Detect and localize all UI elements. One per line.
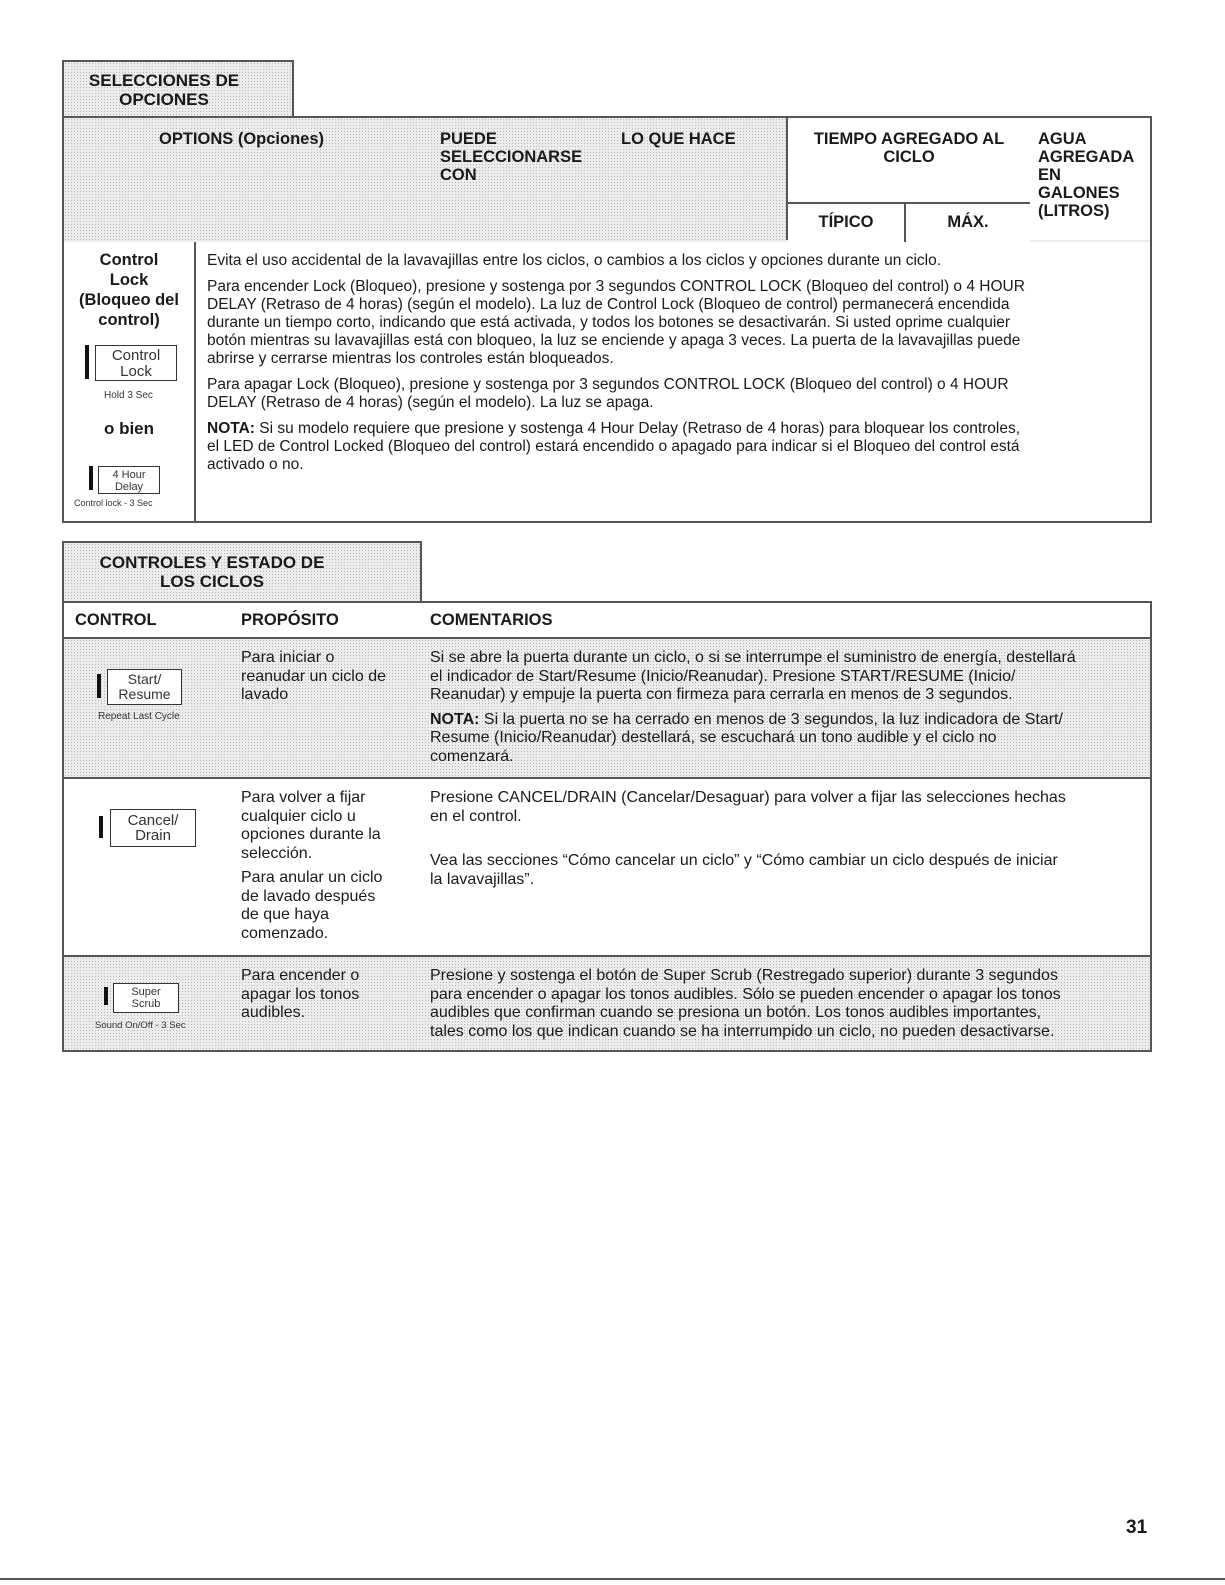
text-line: cualquier ciclo u [241,807,356,825]
button-label: Resume [118,686,171,702]
text-line: Para encender Lock (Bloqueo), presione y sostenga por 3 segundos CONTROL LOCK (Bloqueo del control) o 4 HOUR [207,278,1025,295]
start-resume-button [107,669,182,705]
button-label: Scrub [131,998,161,1010]
header-line: CON [440,166,477,184]
control-lock-caption: Control lock - 3 Sec [74,498,153,508]
text-line: DELAY (Retraso de 4 horas) (según el modelo). La luz de Control Lock (Bloqueo de control) permanecerá encendida [207,296,1010,313]
control-lock-cell [64,242,196,521]
comment-text [430,649,1142,772]
indicator-bar [97,674,101,698]
text-line: botón mientras su lavavajillas está con bloqueo, la luz se enciende y apaga 3 veces. La puerta de la lavavajillas puede [207,332,1021,349]
button-label: Control [111,347,161,364]
text-line: comenzará. [430,747,514,765]
page-bottom-rule [0,1578,1225,1580]
header-proposito: PROPÓSITO [241,611,339,629]
indicator-bar [104,987,108,1005]
header-line: EN [1038,166,1061,184]
header-agua [1030,118,1150,240]
header-tiempo [786,118,1032,240]
text-line: lavado [241,686,289,703]
control-lock-button [95,345,177,381]
text-line: el LED de Control Locked (Bloqueo del control) estará encendido o apagado para indicar si el Bloqueo del control está [207,438,1020,455]
header-line: SELECCIONARSE [440,148,583,166]
header-line: AGREGADA [1038,148,1135,166]
header-control: CONTROL [75,611,157,629]
text-line: Resume (Inicio/Reanudar) destellará, se escuchará un tono audible y el ciclo no [430,729,997,746]
control-lock-description [207,252,1142,482]
header-line: AGUA [1038,130,1087,148]
purpose-text [241,649,386,711]
text-line: el indicador de Start/Resume (Inicio/Reanudar). Presione START/RESUME (Inicio/ [430,667,1016,685]
header-comentarios: COMENTARIOS [430,611,553,629]
button-label: Start/ [127,671,162,687]
text-line: en el control. [430,807,522,825]
name-line: Control [99,251,159,269]
nota-paragraph [207,420,1142,474]
button-label: Super [131,986,161,998]
text-line: Para anular un ciclo [241,869,383,886]
button-label: Lock [120,363,152,380]
options-table [62,116,1152,523]
text-line: de lavado después [241,887,376,905]
paragraph [207,278,1142,368]
text-line: Para encender o [241,967,360,984]
indicator-bar [85,345,89,379]
paragraph [207,376,1142,412]
text-line: Para apagar Lock (Bloqueo), presione y sostenga por 3 segundos CONTROL LOCK (Bloqueo del control) o 4 HOUR [207,376,1009,393]
text-line: Reanudar) y empuje la puerta con firmeza para cerrarla en menos de 3 segundos. [430,686,1013,703]
section-title-line: LOS CICLOS [160,572,264,591]
text-line: apagar los tonos [241,985,360,1003]
header-lo-que-hace: LO QUE HACE [621,130,736,148]
text-line: Si su modelo requiere que presione y sostenga 4 Hour Delay (Retraso de 4 horas) para bloquear los controles, [254,420,1021,437]
text-line: abrirse y cerrarse mientras los controles están bloqueados. [207,350,614,367]
table-row [64,957,1150,1050]
nota-label: NOTA: [207,420,255,437]
page-number: 31 [1126,1517,1148,1538]
text-line: Evita el uso accidental de la lavavajillas entre los ciclos, o cambios a los ciclos y opciones durante un ciclo. [207,252,942,269]
text-line: durante un tiempo corto, indicando que está activada, y todos los botones se desactivarán. Si usted oprime cualquier [207,314,1011,331]
text-line: Vea las secciones “Cómo cancelar un ciclo” y “Cómo cambiar un ciclo después de iniciar [430,852,1058,869]
text-line: Presione CANCEL/DRAIN (Cancelar/Desaguar) para volver a fijar las selecciones hechas [430,789,1066,806]
text-line: de que haya [241,906,330,923]
4-hour-delay-button [98,466,160,494]
comment-text [430,967,1142,1047]
header-max: MÁX. [947,213,989,231]
table-row [64,779,1150,957]
text-line: la lavavajillas”. [430,870,535,888]
button-label: 4 Hour [112,469,146,481]
controls-table [62,601,1152,1052]
nota-label: NOTA: [430,710,480,728]
header-line: TIEMPO AGREGADO AL [813,130,1005,148]
indicator-bar [89,466,93,490]
text-line: activado o no. [207,456,304,473]
text-line: reanudar un ciclo de [241,667,386,685]
purpose-text [241,789,382,949]
text-line: selección. [241,844,313,862]
button-label: Delay [114,481,144,493]
header-line: PUEDE [440,130,497,148]
section-tab-controles [62,541,422,605]
text-line: para encender o apagar los tonos audibles. Sólo se pueden encender o apagar los tonos [430,985,1061,1003]
options-table-header [64,118,1150,244]
purpose-text [241,967,359,1029]
name-line: control) [98,311,160,329]
button-label: Cancel/ [127,812,179,829]
header-puede [440,130,610,184]
section-title-line: OPCIONES [119,90,209,109]
button-label: Drain [135,827,171,844]
hold-caption: Hold 3 Sec [104,390,153,401]
section-tab-selecciones [62,60,294,118]
name-line: (Bloqueo del [79,291,179,309]
section-title-line: CONTROLES Y ESTADO DE [99,553,325,572]
text-line: Si la puerta no se ha cerrado en menos de 3 segundos, la luz indicadora de Start/ [479,710,1063,728]
sound-on-off-caption: Sound On/Off - 3 Sec [95,1020,186,1031]
text-line: tales como los que indican cuando se ha interrumpido un ciclo, no pueden desactivarse. [430,1022,1055,1040]
text-line: Presione y sostenga el botón de Super Scrub (Restregado superior) durante 3 segundos [430,967,1058,984]
header-line: GALONES [1038,184,1120,202]
cancel-drain-button [110,809,196,847]
header-tipico: TÍPICO [788,204,906,242]
control-lock-name [64,250,194,330]
super-scrub-button [113,983,179,1013]
controls-table-header [64,603,1150,639]
comment-text [430,789,1142,895]
text-line: audibles. [241,1004,306,1021]
header-line: CICLO [883,148,935,166]
o-bien-label: o bien [103,419,155,438]
text-line: audibles que confirman cuando se presiona un botón. Los tonos audibles importantes, [430,1004,1042,1021]
text-line: opciones durante la [241,826,381,843]
header-line: (LITROS) [1038,202,1110,220]
section-title-line: SELECCIONES DE [88,71,240,90]
text-line: Para iniciar o [241,649,335,666]
indicator-bar [99,816,103,838]
text-line: DELAY (Retraso de 4 horas) (según el modelo). La luz se apaga. [207,394,654,411]
header-options: OPTIONS (Opciones) [159,130,325,148]
repeat-last-cycle-caption: Repeat Last Cycle [98,711,180,722]
text-line: comenzado. [241,924,329,942]
control-lock-row [64,242,1150,521]
name-line: Lock [109,271,149,289]
text-line: Si se abre la puerta durante un ciclo, o si se interrumpe el suministro de energía, destellará [430,649,1076,666]
table-row [64,639,1150,779]
text-line: Para volver a fijar [241,789,366,806]
paragraph [207,252,1142,270]
